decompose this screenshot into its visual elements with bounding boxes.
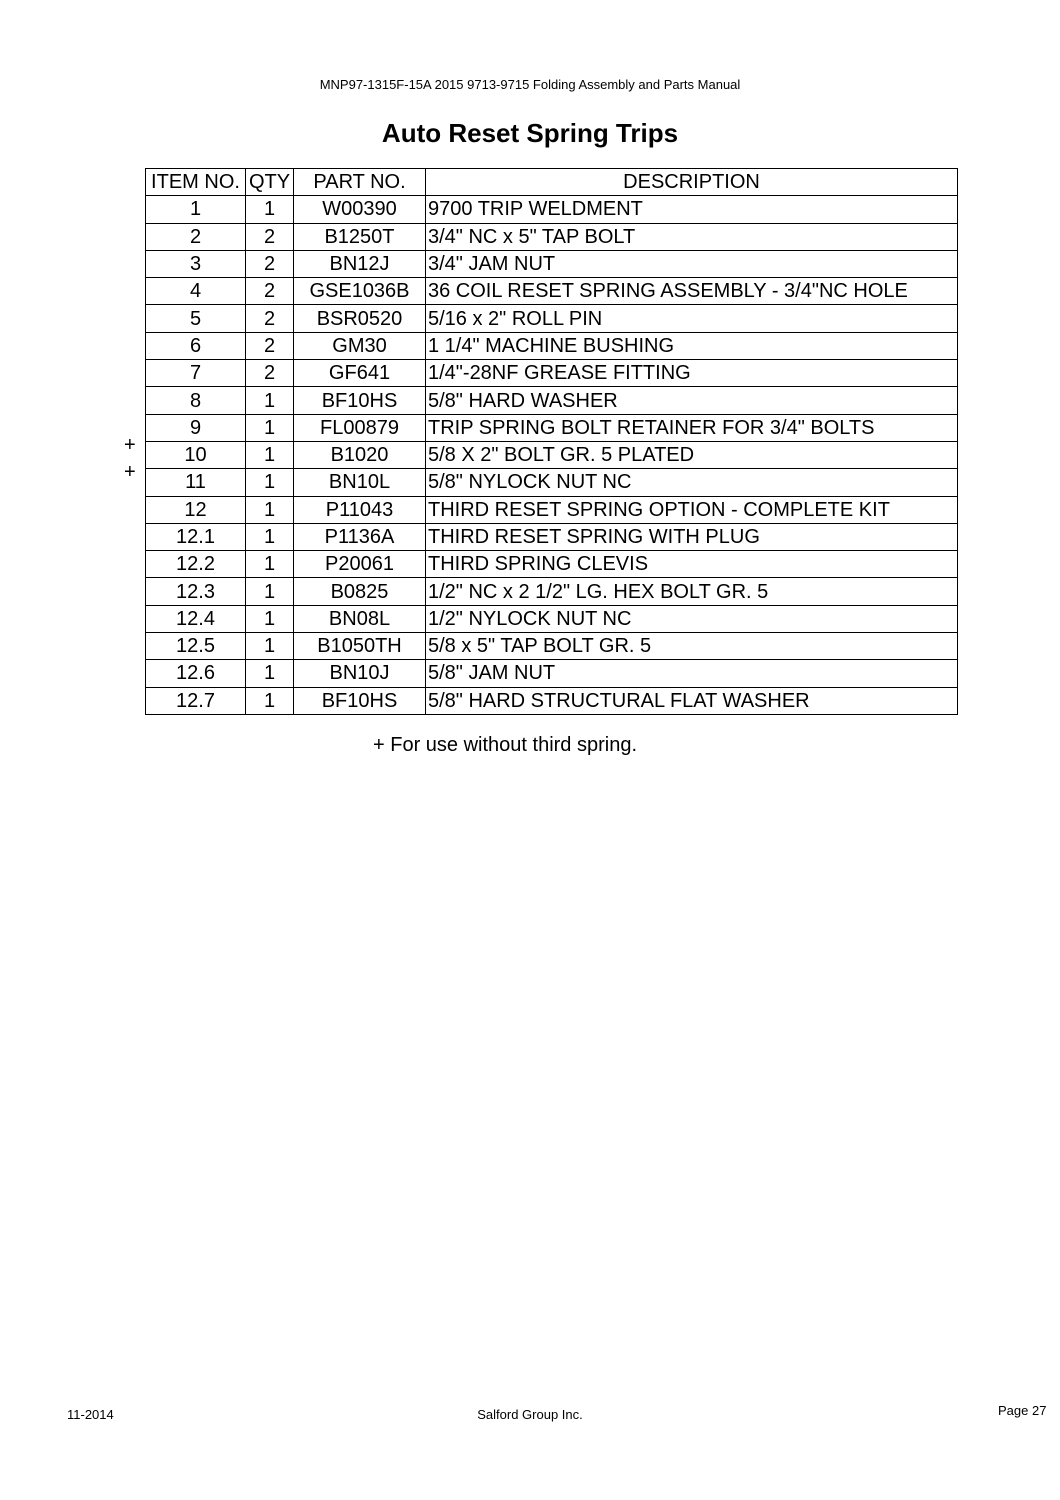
cell-item-no: 5 xyxy=(146,305,246,332)
cell-part-no: P20061 xyxy=(294,551,426,578)
table-row xyxy=(146,633,958,660)
cell-description: 1/2" NYLOCK NUT NC xyxy=(426,605,958,632)
cell-part-no: P11043 xyxy=(294,496,426,523)
table-row xyxy=(146,469,958,496)
footer-page-number: Page 27 xyxy=(998,1403,1047,1418)
cell-part-no: B1250T xyxy=(294,223,426,250)
table-row xyxy=(146,250,958,277)
cell-part-no: B0825 xyxy=(294,578,426,605)
cell-description: THIRD SPRING CLEVIS xyxy=(426,551,958,578)
cell-part-no: FL00879 xyxy=(294,414,426,441)
cell-description: 1/4"-28NF GREASE FITTING xyxy=(426,360,958,387)
cell-qty: 1 xyxy=(246,605,294,632)
cell-qty: 1 xyxy=(246,441,294,468)
cell-description: 5/8 X 2" BOLT GR. 5 PLATED xyxy=(426,441,958,468)
cell-part-no: GSE1036B xyxy=(294,278,426,305)
cell-qty: 2 xyxy=(246,360,294,387)
cell-qty: 2 xyxy=(246,278,294,305)
column-header-part-no: PART NO. xyxy=(294,169,426,196)
table-header-row xyxy=(146,169,958,196)
table-row xyxy=(146,332,958,359)
cell-item-no: 7 xyxy=(146,360,246,387)
cell-part-no: BN10J xyxy=(294,660,426,687)
cell-item-no: 9 xyxy=(146,414,246,441)
cell-description: 5/16 x 2" ROLL PIN xyxy=(426,305,958,332)
cell-item-no: 1 xyxy=(146,196,246,223)
cell-description: 1/2" NC x 2 1/2" LG. HEX BOLT GR. 5 xyxy=(426,578,958,605)
cell-qty: 2 xyxy=(246,332,294,359)
cell-item-no: 8 xyxy=(146,387,246,414)
cell-part-no: BF10HS xyxy=(294,687,426,714)
cell-description: 3/4" JAM NUT xyxy=(426,250,958,277)
row-marker-plus: + xyxy=(124,461,136,483)
table-row xyxy=(146,196,958,223)
cell-item-no: 12 xyxy=(146,496,246,523)
cell-part-no: BN08L xyxy=(294,605,426,632)
cell-qty: 1 xyxy=(246,660,294,687)
cell-item-no: 11 xyxy=(146,469,246,496)
cell-item-no: 2 xyxy=(146,223,246,250)
column-header-description: DESCRIPTION xyxy=(426,169,958,196)
cell-part-no: GM30 xyxy=(294,332,426,359)
table-row xyxy=(146,523,958,550)
cell-part-no: B1050TH xyxy=(294,633,426,660)
cell-description: 5/8" HARD STRUCTURAL FLAT WASHER xyxy=(426,687,958,714)
cell-description: THIRD RESET SPRING OPTION - COMPLETE KIT xyxy=(426,496,958,523)
cell-qty: 2 xyxy=(246,250,294,277)
cell-qty: 1 xyxy=(246,633,294,660)
table-row xyxy=(146,278,958,305)
column-header-item-no: ITEM NO. xyxy=(146,169,246,196)
cell-description: THIRD RESET SPRING WITH PLUG xyxy=(426,523,958,550)
cell-qty: 2 xyxy=(246,223,294,250)
cell-item-no: 12.4 xyxy=(146,605,246,632)
cell-description: 5/8" NYLOCK NUT NC xyxy=(426,469,958,496)
cell-description: 5/8" HARD WASHER xyxy=(426,387,958,414)
cell-item-no: 10 xyxy=(146,441,246,468)
cell-item-no: 12.1 xyxy=(146,523,246,550)
table-row xyxy=(146,687,958,714)
cell-qty: 1 xyxy=(246,551,294,578)
cell-item-no: 3 xyxy=(146,250,246,277)
table-row xyxy=(146,441,958,468)
table-row xyxy=(146,660,958,687)
table-row xyxy=(146,605,958,632)
page-title: Auto Reset Spring Trips xyxy=(381,118,679,148)
cell-part-no: BN10L xyxy=(294,469,426,496)
parts-table-body xyxy=(146,196,958,715)
cell-qty: 1 xyxy=(246,687,294,714)
cell-qty: 2 xyxy=(246,305,294,332)
cell-item-no: 12.6 xyxy=(146,660,246,687)
cell-part-no: W00390 xyxy=(294,196,426,223)
cell-description: 5/8 x 5" TAP BOLT GR. 5 xyxy=(426,633,958,660)
cell-description: 1 1/4" MACHINE BUSHING xyxy=(426,332,958,359)
cell-qty: 1 xyxy=(246,469,294,496)
row-marker-plus: + xyxy=(124,433,136,456)
table-row xyxy=(146,360,958,387)
cell-item-no: 12.7 xyxy=(146,687,246,714)
cell-description: 36 COIL RESET SPRING ASSEMBLY - 3/4"NC HOLE xyxy=(426,278,958,305)
table-row xyxy=(146,387,958,414)
cell-qty: 1 xyxy=(246,523,294,550)
cell-item-no: 6 xyxy=(146,332,246,359)
cell-part-no: GF641 xyxy=(294,360,426,387)
cell-item-no: 12.3 xyxy=(146,578,246,605)
cell-qty: 1 xyxy=(246,578,294,605)
manual-header: MNP97-1315F-15A 2015 9713-9715 Folding Assembly and Parts Manual xyxy=(319,77,741,92)
table-row xyxy=(146,305,958,332)
table-row xyxy=(146,414,958,441)
cell-part-no: BSR0520 xyxy=(294,305,426,332)
cell-description: TRIP SPRING BOLT RETAINER FOR 3/4" BOLTS xyxy=(426,414,958,441)
cell-item-no: 12.2 xyxy=(146,551,246,578)
cell-qty: 1 xyxy=(246,196,294,223)
cell-qty: 1 xyxy=(246,414,294,441)
parts-table xyxy=(145,168,958,715)
cell-description: 3/4" NC x 5" TAP BOLT xyxy=(426,223,958,250)
cell-part-no: BF10HS xyxy=(294,387,426,414)
cell-qty: 1 xyxy=(246,496,294,523)
table-row xyxy=(146,496,958,523)
table-row xyxy=(146,578,958,605)
footnote: + For use without third spring. xyxy=(373,734,638,756)
cell-qty: 1 xyxy=(246,387,294,414)
cell-item-no: 4 xyxy=(146,278,246,305)
cell-part-no: BN12J xyxy=(294,250,426,277)
footer-date: 11-2014 xyxy=(67,1407,114,1422)
cell-item-no: 12.5 xyxy=(146,633,246,660)
column-header-qty: QTY xyxy=(246,169,294,196)
footer-company: Salford Group Inc. xyxy=(477,1407,583,1422)
cell-part-no: P1136A xyxy=(294,523,426,550)
table-row xyxy=(146,551,958,578)
cell-description: 9700 TRIP WELDMENT xyxy=(426,196,958,223)
cell-description: 5/8" JAM NUT xyxy=(426,660,958,687)
table-row xyxy=(146,223,958,250)
cell-part-no: B1020 xyxy=(294,441,426,468)
